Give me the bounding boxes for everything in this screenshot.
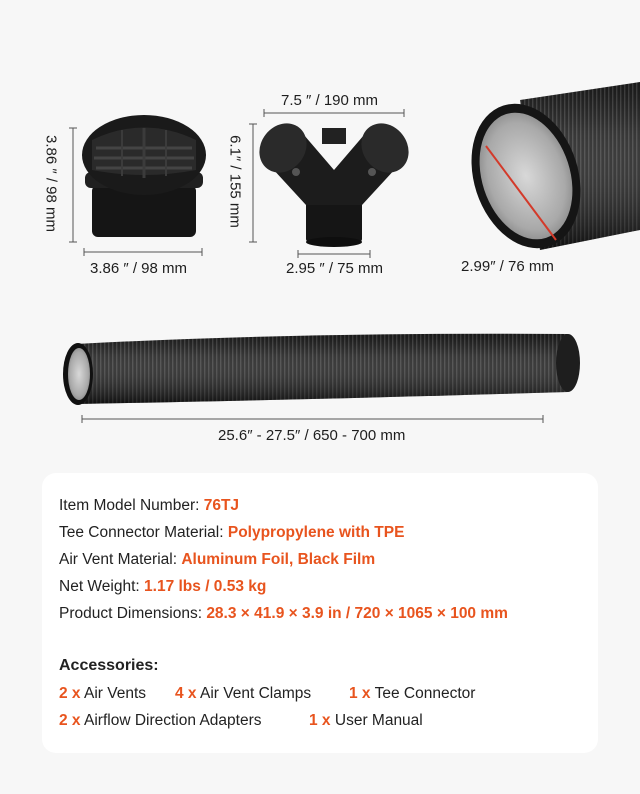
air-vent-image — [82, 115, 206, 237]
accessory-tee-connector: 1 x Tee Connector — [349, 685, 476, 702]
accessories-title: Accessories: — [59, 657, 159, 674]
accessory-air-vents: 2 x Air Vents — [59, 685, 147, 702]
spec-model: Item Model Number: 76TJ — [59, 497, 240, 514]
accessory-adapters: 2 x Airflow Direction Adapters — [59, 712, 262, 729]
tee-width-label: 7.5 ″ / 190 mm — [281, 92, 379, 109]
hose-diameter-label: 2.99″ / 76 mm — [461, 258, 554, 275]
spec-vent-material: Air Vent Material: Aluminum Foil, Black Film — [59, 551, 376, 568]
spec-dimensions: Product Dimensions: 28.3 × 41.9 × 3.9 in / 720 × 1065 × 100 mm — [59, 605, 508, 622]
tee-height-label: 6.1″ / 155 mm — [226, 135, 244, 228]
hose-image — [63, 334, 580, 405]
hose-length-label: 25.6″ - 27.5″ / 650 - 700 mm — [218, 427, 406, 444]
spec-tee-material: Tee Connector Material: Polypropylene with TPE — [59, 524, 405, 541]
accessory-clamps: 4 x Air Vent Clamps — [175, 685, 312, 702]
vent-width-label: 3.86 ″ / 98 mm — [90, 260, 188, 277]
accessory-manual: 1 x User Manual — [309, 712, 423, 729]
tee-connector-image — [250, 114, 419, 247]
hose-end-image — [454, 82, 640, 262]
spec-card — [42, 473, 598, 753]
vent-height-label: 3.86 ″ / 98 mm — [42, 134, 60, 233]
spec-weight: Net Weight: 1.17 lbs / 0.53 kg — [59, 578, 267, 595]
tee-outlet-label: 2.95 ″ / 75 mm — [286, 260, 384, 277]
